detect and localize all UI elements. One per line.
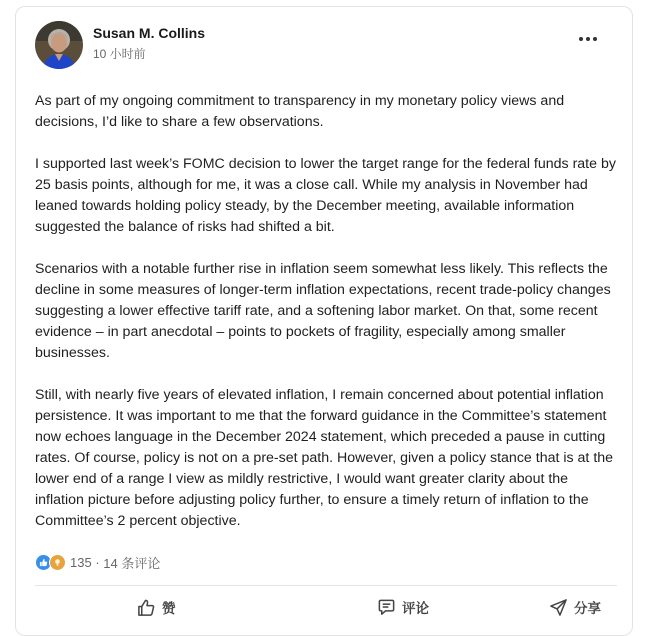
more-dot-icon bbox=[579, 37, 583, 41]
comments-count[interactable]: 14 条评论 bbox=[103, 555, 161, 571]
reactions-count[interactable]: 135 bbox=[70, 554, 92, 570]
post-timestamp: 10 小时前 bbox=[93, 47, 146, 61]
share-label: 分享 bbox=[574, 601, 601, 616]
post-body bbox=[35, 91, 620, 553]
post-paragraph: I supported last week’s FOMC decision to lower the target range for the federal funds rate by 25 basis points, although for me, it was a close call. While my analysis in November had leaned towards holding policy steady, by the December meeting, available information suggested the balance of risks had shifted a bit. bbox=[35, 156, 616, 235]
comment-button[interactable] bbox=[377, 592, 429, 622]
avatar[interactable] bbox=[35, 21, 83, 69]
comment-label: 评论 bbox=[402, 601, 429, 616]
reaction-icons bbox=[35, 554, 66, 571]
comment-icon bbox=[377, 598, 396, 617]
count-separator: · bbox=[91, 554, 104, 570]
more-dot-icon bbox=[593, 37, 597, 41]
social-counts[interactable] bbox=[35, 553, 160, 571]
more-dot-icon bbox=[586, 37, 590, 41]
support-icon bbox=[49, 554, 66, 571]
author-name[interactable]: Susan M. Collins bbox=[93, 25, 206, 41]
more-options-button[interactable] bbox=[573, 29, 603, 49]
post-paragraph: As part of my ongoing commitment to transparency in my monetary policy views and decisions, I’d like to share a few observations. bbox=[35, 93, 565, 130]
like-button[interactable] bbox=[137, 592, 176, 622]
thumbs-up-icon bbox=[137, 598, 156, 617]
share-button[interactable] bbox=[549, 592, 601, 622]
post-paragraph: Scenarios with a notable further rise in inflation seem somewhat less likely. This reflects the decline in some measures of longer-term inflation expectations, recent trade-policy changes suggesting a lower effective tariff rate, and a softening labor market. On that, some recent evidence – in part anecdotal – points to pockets of fragility, especially among smaller businesses. bbox=[35, 261, 611, 361]
post-paragraph: Still, with nearly five years of elevated inflation, I remain concerned about potential inflation persistence. It was important to me that the forward guidance in the Committee’s statement now echoes language in the December 2024 statement, which preceded a pause in cutting rates. Of course, policy is not on a pre-set path. However, given a policy stance that is at the lower end of a range I view as mildly restrictive, I would want greater clarity about the inflation picture before adjusting policy further, to ensure a timely return of inflation to the Committee’s 2 percent objective. bbox=[35, 387, 614, 529]
send-icon bbox=[549, 598, 568, 617]
like-label: 赞 bbox=[162, 601, 176, 616]
divider bbox=[35, 585, 617, 586]
post-card bbox=[15, 6, 633, 636]
